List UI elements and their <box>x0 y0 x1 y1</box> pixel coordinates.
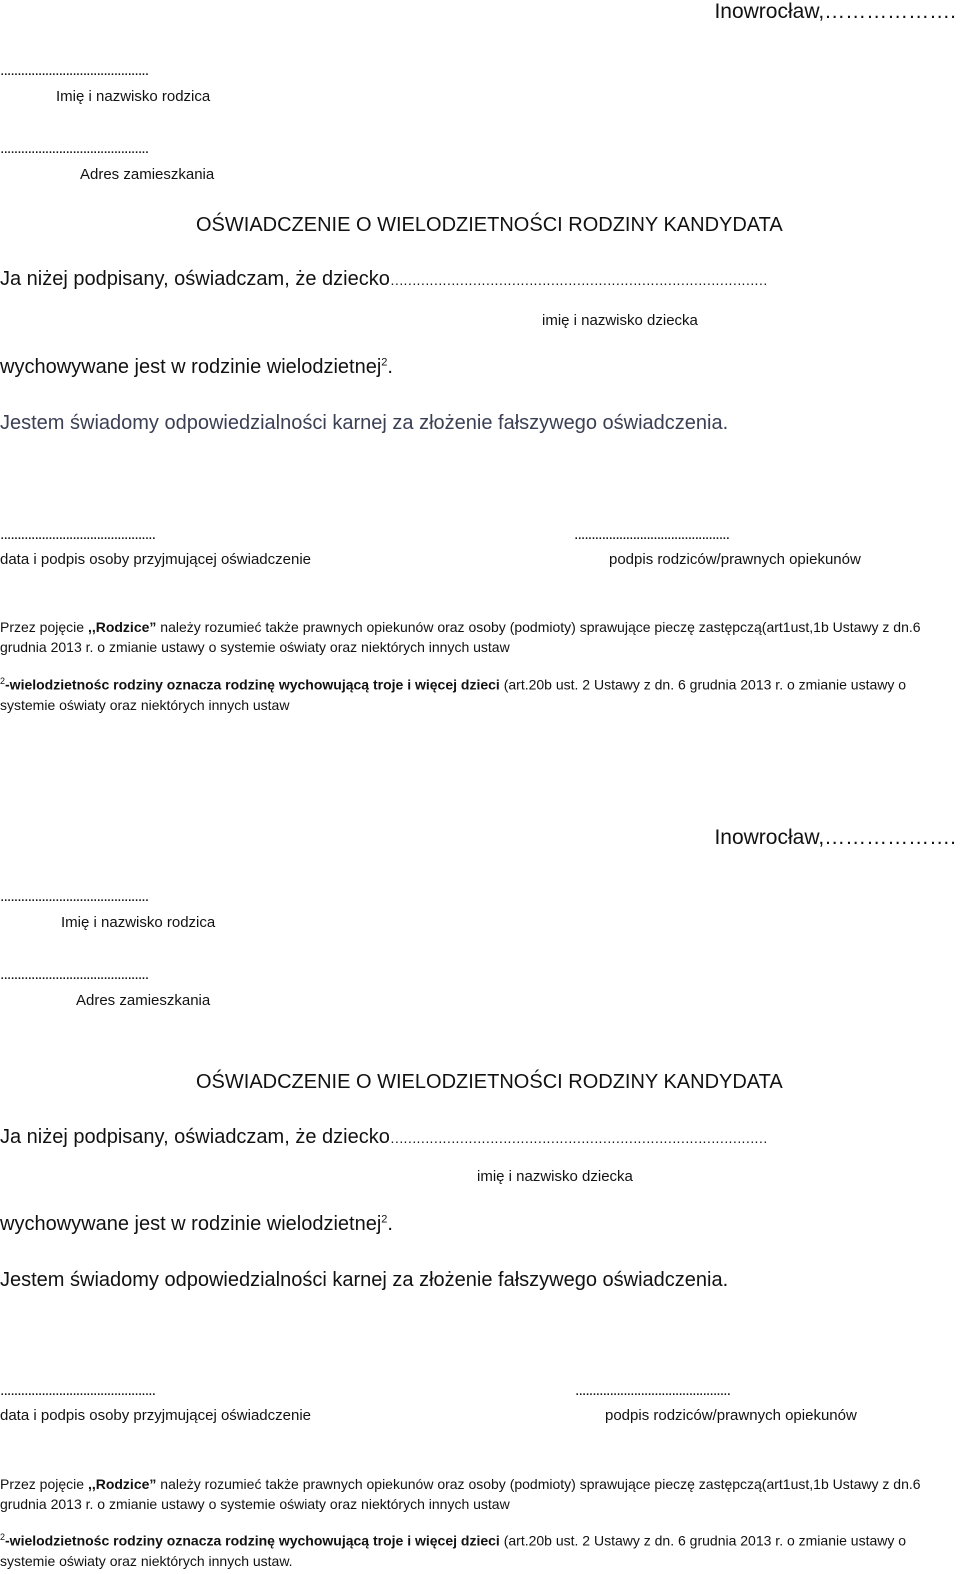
parent-name-label: Imię i nazwisko rodzica <box>56 88 211 105</box>
child-name-label: imię i nazwisko dziecka <box>542 312 698 329</box>
note1-bold-term: ,,Rodzice” <box>87 619 157 635</box>
receiver-signature-label: data i podpis osoby przyjmującej oświadczenie <box>0 1407 312 1424</box>
declaration-text: Ja niżej podpisany, oświadczam, że dziecko <box>0 1126 390 1148</box>
note1-prefix: Przez pojęcie <box>0 1476 88 1492</box>
declaration-line <box>0 268 767 291</box>
declaration-line <box>0 1126 767 1149</box>
note1-bold-term: ,,Rodzice” <box>87 1476 157 1492</box>
declaration-text: Ja niżej podpisany, oświadczam, że dziecko <box>0 268 390 290</box>
raised-in-line <box>0 356 393 379</box>
footnote-parents-definition <box>0 617 935 657</box>
raised-in-line <box>0 1213 393 1236</box>
document-title: OŚWIADCZENIE O WIELODZIETNOŚCI RODZINY KANDYDATA <box>196 1071 783 1093</box>
raised-in-text: wychowywane jest w rodzinie wielodzietnej <box>0 356 382 378</box>
footnote-parents-definition <box>0 1474 935 1514</box>
raised-in-end: . <box>387 1213 393 1235</box>
address-label: Adres zamieszkania <box>80 166 215 183</box>
document-title: OŚWIADCZENIE O WIELODZIETNOŚCI RODZINY KANDYDATA <box>196 214 783 236</box>
parents-signature-label: podpis rodziców/prawnych opiekunów <box>609 551 861 568</box>
parents-signature-field[interactable]: ............................................. <box>575 1382 731 1399</box>
note1-text: należy rozumieć także prawnych opiekunów oraz osoby (podmioty) sprawujące pieczę zastępczą(art1ust,1b Ustawy z dn.6 grudnia 2013 r. o zmianie ustawy o systemie oświaty oraz niektórych innych ustaw <box>0 1476 921 1512</box>
raised-in-text: wychowywane jest w rodzinie wielodzietnej <box>0 1213 382 1235</box>
child-name-field[interactable]: …………………………………………………………………………… <box>389 272 767 288</box>
raised-in-end: . <box>387 356 393 378</box>
awareness-statement: Jestem świadomy odpowiedzialności karnej za złożenie fałszywego oświadczenia. <box>0 1269 729 1291</box>
address-label: Adres zamieszkania <box>76 992 211 1009</box>
place-date-line[interactable]: Inowrocław,………………. <box>714 826 956 849</box>
note2-text: (art.20b ust. 2 Ustawy z dn. 6 grudnia 2013 r. o zmianie ustawy o systemie oświaty oraz niektórych innych ustaw <box>0 676 907 713</box>
parents-signature-label: podpis rodziców/prawnych opiekunów <box>605 1407 857 1424</box>
footnote-ref: 2 <box>381 1213 388 1226</box>
parent-name-field[interactable]: ........................................... <box>0 62 149 79</box>
parents-signature-field[interactable]: ............................................. <box>574 526 730 543</box>
note1-text: należy rozumieć także prawnych opiekunów oraz osoby (podmioty) sprawujące pieczę zastępczą(art1ust,1b Ustawy z dn.6 grudnia 2013 r. o zmianie ustawy o systemie oświaty oraz niektórych innych ustaw <box>0 619 921 655</box>
note2-text: (art.20b ust. 2 Ustawy z dn. 6 grudnia 2013 r. o zmianie ustawy o systemie oświaty oraz niektórych innych ustaw. <box>0 1532 907 1569</box>
awareness-statement: Jestem świadomy odpowiedzialności karnej za złożenie fałszywego oświadczenia. <box>0 412 729 434</box>
note2-number: 2 <box>0 1532 6 1542</box>
footnote-ref: 2 <box>381 356 388 369</box>
receiver-signature-label: data i podpis osoby przyjmującej oświadczenie <box>0 551 312 568</box>
parent-name-field[interactable]: ........................................... <box>0 888 149 905</box>
footnote-large-family-definition <box>0 671 935 715</box>
place-date-line[interactable]: Inowrocław,………………. <box>714 0 956 23</box>
note2-bold-term: -wielodzietnośc rodziny oznacza rodzinę wychowującą troje i więcej dzieci <box>5 676 500 693</box>
address-field[interactable]: ........................................... <box>0 140 149 157</box>
receiver-signature-field[interactable]: ............................................. <box>0 1382 156 1399</box>
footnote-large-family-definition <box>0 1527 935 1571</box>
address-field[interactable]: ........................................... <box>0 966 149 983</box>
child-name-field[interactable]: …………………………………………………………………………… <box>389 1130 767 1146</box>
parent-name-label: Imię i nazwisko rodzica <box>61 914 216 931</box>
child-name-label: imię i nazwisko dziecka <box>477 1168 633 1185</box>
note2-number: 2 <box>0 676 6 686</box>
note2-bold-term: -wielodzietnośc rodziny oznacza rodzinę wychowującą troje i więcej dzieci <box>5 1532 500 1549</box>
receiver-signature-field[interactable]: ............................................. <box>0 526 156 543</box>
note1-prefix: Przez pojęcie <box>0 619 88 635</box>
